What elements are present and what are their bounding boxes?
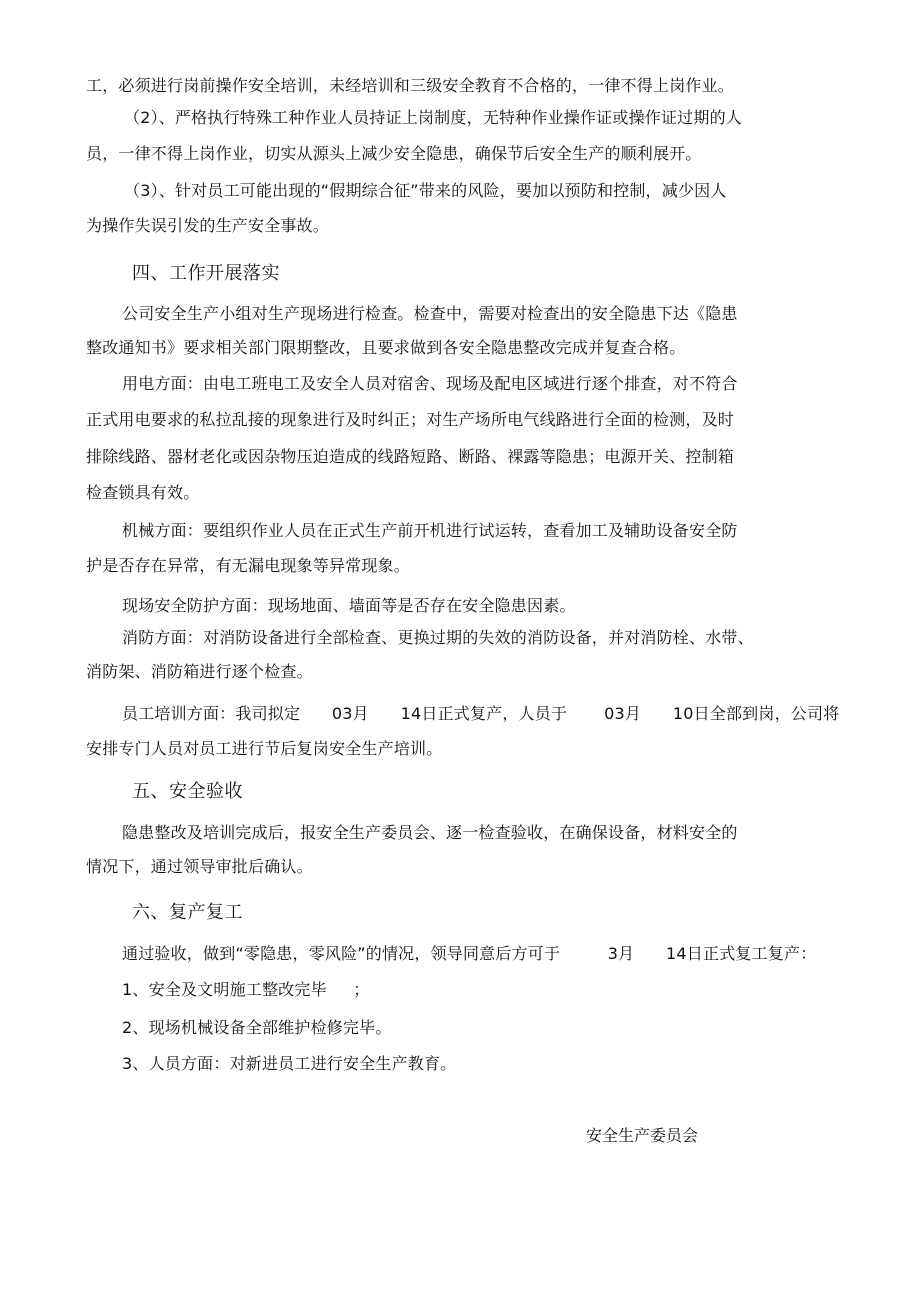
paragraph-line: 机械方面：要组织作业人员在正式生产前开机进行试运转，查看加工及辅助设备安全防 [122, 521, 738, 540]
paragraph-line: 用电方面：由电工班电工及安全人员对宿舍、现场及配电区域进行逐个排查，对不符合 [122, 374, 738, 393]
section-heading: 六、复产复工 [132, 902, 243, 923]
paragraph-line: 消防方面：对消防设备进行全部检查、更换过期的失效的消防设备，并对消防栓、水带、 [122, 628, 754, 647]
list-item: 1、安全及文明施工整改完毕 ； [122, 980, 370, 999]
paragraph-line: 护是否存在异常，有无漏电现象等异常现象。 [86, 556, 411, 575]
paragraph-line: 检查锁具有效。 [86, 483, 200, 502]
list-item: 2、现场机械设备全部维护检修完毕。 [122, 1018, 392, 1037]
paragraph-line: 员，一律不得上岗作业，切实从源头上减少安全隐患，确保节后安全生产的顺利展开。 [86, 144, 702, 163]
paragraph-line: 现场安全防护方面：现场地面、墙面等是否存在安全隐患因素。 [122, 596, 576, 615]
paragraph-line: 排除线路、器材老化或因杂物压迫造成的线路短路、断路、裸露等隐患；电源开关、控制箱 [86, 447, 735, 466]
section-heading: 五、安全验收 [132, 781, 243, 802]
paragraph-line: 消防架、消防箱进行逐个检查。 [86, 662, 313, 681]
paragraph-line: 通过验收，做到“零隐患，零风险”的情况，领导同意后方可于 3月 14日正式复工复产： [122, 944, 817, 963]
paragraph-line: （2）、严格执行特殊工种作业人员持证上岗制度，无特种作业操作证或操作证过期的人 [124, 108, 742, 127]
paragraph-line: 正式用电要求的私拉乱接的现象进行及时纠正；对生产场所电气线路进行全面的检测，及时 [86, 410, 735, 429]
paragraph-line: 公司安全生产小组对生产现场进行检查。检查中，需要对检查出的安全隐患下达《隐患 [122, 304, 738, 323]
signature-text: 安全生产委员会 [586, 1126, 699, 1145]
paragraph-line: 整改通知书》要求相关部门限期整改，且要求做到各安全隐患整改完成并复查合格。 [86, 338, 686, 357]
paragraph-line: 情况下，通过领导审批后确认。 [86, 857, 313, 876]
paragraph-line: 安排专门人员对员工进行节后复岗安全生产培训。 [86, 739, 443, 758]
paragraph-line: 为操作失误引发的生产安全事故。 [86, 216, 330, 235]
paragraph-line: 员工培训方面：我司拟定 03月 14日正式复产，人员于 03月 10日全部到岗，公司将 [122, 704, 840, 723]
paragraph-line: （3）、针对员工可能出现的“假期综合征”带来的风险，要加以预防和控制，减少因人 [124, 181, 727, 200]
section-heading: 四、工作开展落实 [132, 263, 280, 284]
paragraph-line: 工，必须进行岗前操作安全培训，未经培训和三级安全教育不合格的，一律不得上岗作业。 [86, 76, 735, 95]
paragraph-line: 隐患整改及培训完成后，报安全生产委员会、逐一检查验收，在确保设备，材料安全的 [122, 823, 738, 842]
list-item: 3、人员方面：对新进员工进行安全生产教育。 [122, 1054, 457, 1073]
